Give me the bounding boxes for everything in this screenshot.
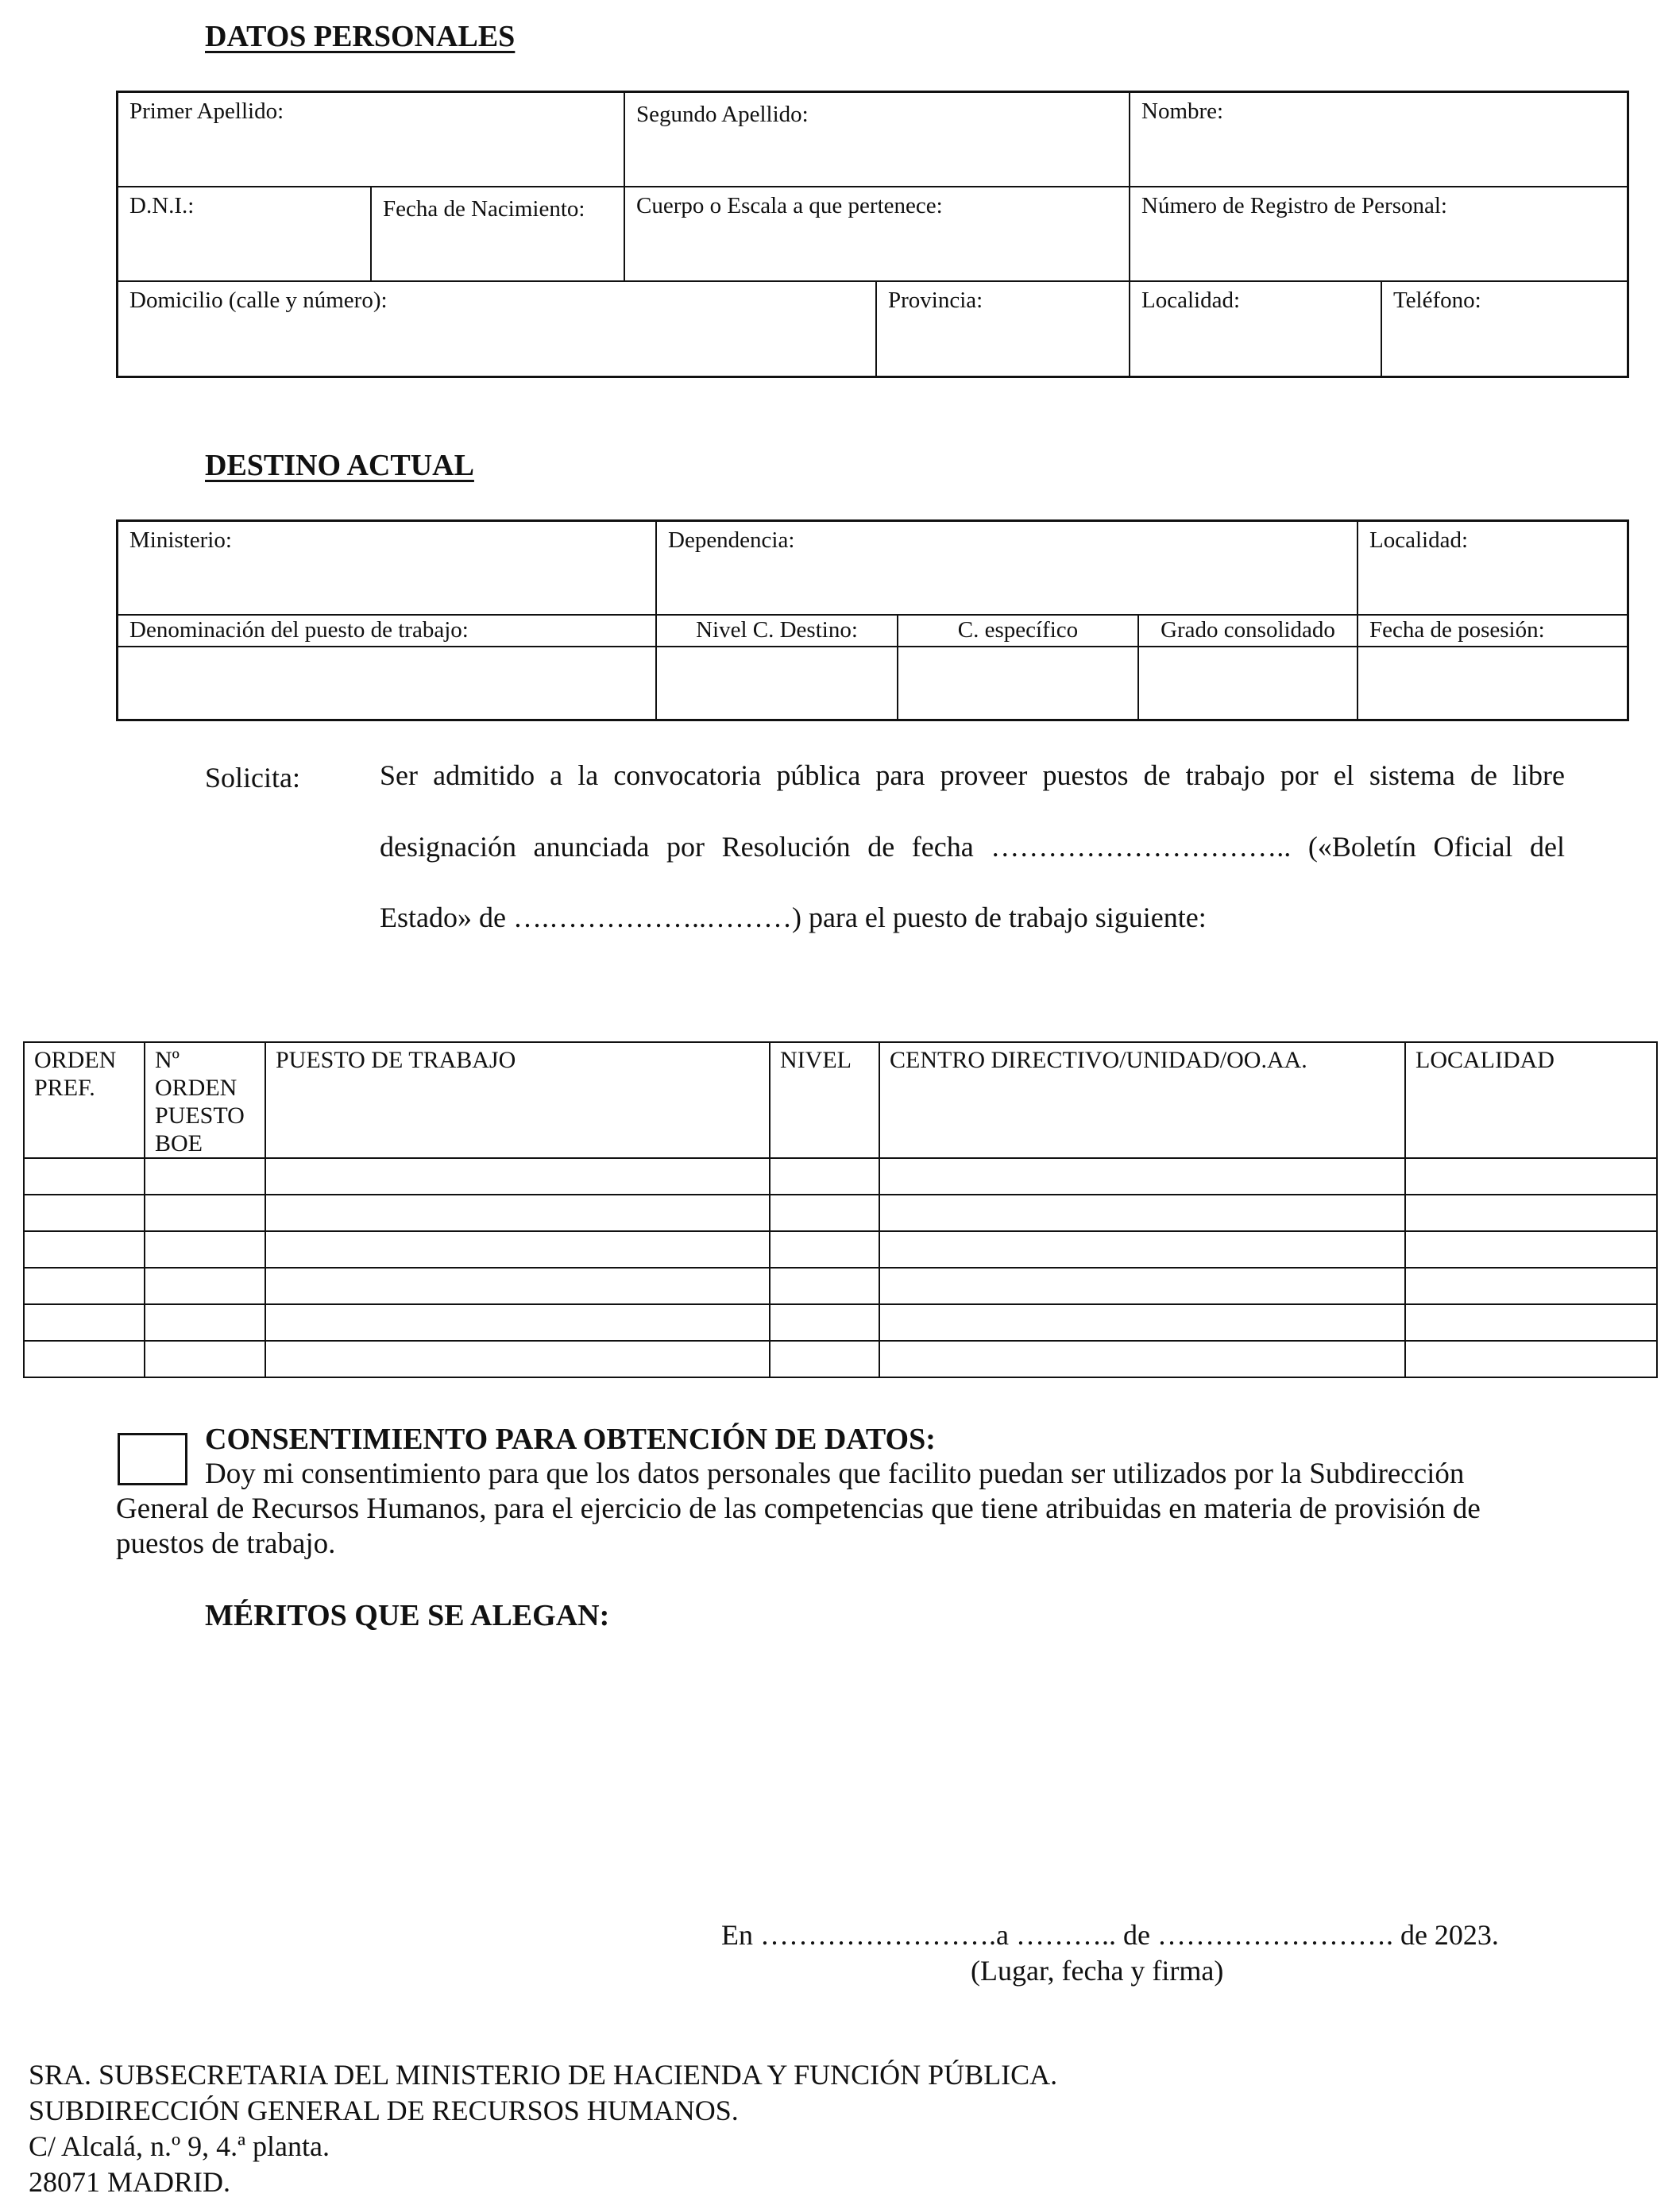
solicita-label: Solicita: [205,762,300,794]
n-orden-cell[interactable] [145,1341,265,1377]
localidad-cell[interactable] [1405,1158,1657,1195]
orden-pref-cell[interactable] [24,1195,145,1231]
address-line-4: 28071 MADRID. [29,2166,231,2198]
job-table-header-row [24,1042,1657,1158]
destino-localidad-label: Localidad: [1369,527,1469,553]
primer-apellido-field[interactable] [118,93,625,187]
telefono-label: Teléfono: [1393,288,1481,313]
centro-cell[interactable] [879,1231,1405,1268]
provincia-field[interactable] [877,282,1130,376]
solicita-line-2: designación anunciada por Resolución de fecha ………………………….. («Boletín Oficial del [380,831,1565,863]
destino-actual-form [116,519,1629,721]
n-orden-cell[interactable] [145,1231,265,1268]
centro-cell[interactable] [879,1195,1405,1231]
consent-title: CONSENTIMIENTO PARA OBTENCIÓN DE DATOS: [205,1423,936,1456]
address-line-2: SUBDIRECCIÓN GENERAL DE RECURSOS HUMANOS. [29,2095,739,2126]
puesto-cell[interactable] [265,1304,770,1341]
nivel-cell[interactable] [770,1195,879,1231]
ministerio-label: Ministerio: [129,527,232,553]
fecha-posesion-header [1358,616,1627,647]
especifico-input[interactable] [898,647,1139,719]
localidad-cell[interactable] [1405,1341,1657,1377]
fecha-nacimiento-field[interactable] [372,187,625,282]
n-orden-header-line: ORDEN [155,1075,238,1102]
orden-pref-cell[interactable] [24,1341,145,1377]
centro-cell[interactable] [879,1158,1405,1195]
job-positions-table [23,1041,1658,1378]
nivel-header: NIVEL [770,1042,879,1158]
numero-registro-field[interactable] [1130,187,1627,282]
localidad-field[interactable] [1130,282,1382,376]
nivel-destino-label: Nivel C. Destino: [696,617,858,643]
job-table-row [24,1195,1657,1231]
puesto-cell[interactable] [265,1195,770,1231]
signature-place-date: En …………………….a ……….. de ……………………. de 2023. [721,1919,1499,1951]
destino-section-title: DESTINO ACTUAL [205,449,474,482]
nivel-cell[interactable] [770,1158,879,1195]
n-orden-header-line: Nº [155,1047,180,1073]
domicilio-field[interactable] [118,282,877,376]
localidad-cell[interactable] [1405,1195,1657,1231]
grado-input[interactable] [1139,647,1358,719]
orden-pref-header-line: PREF. [34,1075,95,1102]
especifico-label: C. específico [957,617,1079,643]
meritos-area[interactable] [116,1644,1629,1898]
consent-text-line-3: puestos de trabajo. [116,1527,336,1560]
centro-header: CENTRO DIRECTIVO/UNIDAD/OO.AA. [879,1042,1405,1158]
centro-cell[interactable] [879,1304,1405,1341]
numero-registro-label: Número de Registro de Personal: [1141,193,1447,218]
consent-text-line-2: General de Recursos Humanos, para el ejercicio de las competencias que tiene atribuidas en materia de provisión de [116,1493,1481,1525]
localidad-cell[interactable] [1405,1231,1657,1268]
denominacion-label: Denominación del puesto de trabajo: [129,617,469,643]
localidad-label: Localidad: [1141,288,1241,313]
n-orden-cell[interactable] [145,1268,265,1304]
puesto-cell[interactable] [265,1158,770,1195]
primer-apellido-label: Primer Apellido: [129,98,284,124]
provincia-label: Provincia: [888,288,983,313]
job-table-row [24,1304,1657,1341]
dni-field[interactable] [118,187,372,282]
destino-localidad-field[interactable] [1358,522,1627,616]
especifico-header [898,616,1139,647]
nivel-cell[interactable] [770,1341,879,1377]
meritos-title: MÉRITOS QUE SE ALEGAN: [205,1599,610,1632]
puesto-cell[interactable] [265,1341,770,1377]
denominacion-header [118,616,657,647]
n-orden-header-line: PUESTO [155,1102,245,1130]
grado-label: Grado consolidado [1161,617,1335,643]
orden-pref-cell[interactable] [24,1304,145,1341]
puesto-header: PUESTO DE TRABAJO [265,1042,770,1158]
n-orden-cell[interactable] [145,1304,265,1341]
fecha-posesion-input[interactable] [1358,647,1627,719]
orden-pref-header-line: ORDEN [34,1047,117,1073]
nivel-destino-header [657,616,898,647]
segundo-apellido-field[interactable] [625,93,1130,187]
segundo-apellido-label: Segundo Apellido: [636,102,809,127]
signature-caption: (Lugar, fecha y firma) [971,1955,1224,1987]
consent-text-line-1: Doy mi consentimiento para que los datos personales que facilito puedan ser utilizados por la Subdirección [205,1458,1465,1490]
address-line-1: SRA. SUBSECRETARIA DEL MINISTERIO DE HACIENDA Y FUNCIÓN PÚBLICA. [29,2059,1058,2091]
ministerio-field[interactable] [118,522,657,616]
puesto-cell[interactable] [265,1268,770,1304]
dependencia-label: Dependencia: [668,527,795,553]
orden-pref-cell[interactable] [24,1231,145,1268]
fecha-posesion-label: Fecha de posesión: [1369,617,1545,643]
solicita-line-3: Estado» de ….……………..………) para el puesto de trabajo siguiente: [380,902,1207,933]
job-table-row [24,1158,1657,1195]
nivel-destino-input[interactable] [657,647,898,719]
n-orden-header [145,1042,265,1158]
n-orden-cell[interactable] [145,1195,265,1231]
domicilio-label: Domicilio (calle y número): [129,288,388,313]
telefono-field[interactable] [1382,282,1627,376]
centro-cell[interactable] [879,1268,1405,1304]
grado-header [1139,616,1358,647]
solicita-line-1: Ser admitido a la convocatoria pública para proveer puestos de trabajo por el sistema de libre [380,759,1565,791]
fecha-nacimiento-label: Fecha de Nacimiento: [383,196,585,222]
nivel-cell[interactable] [770,1231,879,1268]
centro-cell[interactable] [879,1341,1405,1377]
n-orden-cell[interactable] [145,1158,265,1195]
denominacion-input[interactable] [118,647,657,719]
nivel-cell[interactable] [770,1268,879,1304]
dni-label: D.N.I.: [129,193,195,218]
nombre-label: Nombre: [1141,98,1224,124]
n-orden-header-line: BOE [155,1130,203,1157]
cuerpo-escala-label: Cuerpo o Escala a que pertenece: [636,193,943,218]
localidad-cell[interactable] [1405,1268,1657,1304]
job-table-row [24,1341,1657,1377]
orden-pref-header [24,1042,145,1158]
orden-pref-cell[interactable] [24,1158,145,1195]
personal-section-title: DATOS PERSONALES [205,20,516,53]
localidad-cell[interactable] [1405,1304,1657,1341]
localidad-header: LOCALIDAD [1405,1042,1657,1158]
puesto-cell[interactable] [265,1231,770,1268]
address-line-3: C/ Alcalá, n.º 9, 4.ª planta. [29,2130,330,2162]
nivel-cell[interactable] [770,1304,879,1341]
dependencia-field[interactable] [657,522,1358,616]
consent-checkbox[interactable] [118,1433,187,1485]
orden-pref-cell[interactable] [24,1268,145,1304]
job-table-row [24,1231,1657,1268]
nombre-field[interactable] [1130,93,1627,187]
cuerpo-escala-field[interactable] [625,187,1130,282]
job-table-row [24,1268,1657,1304]
personal-data-form [116,91,1629,378]
